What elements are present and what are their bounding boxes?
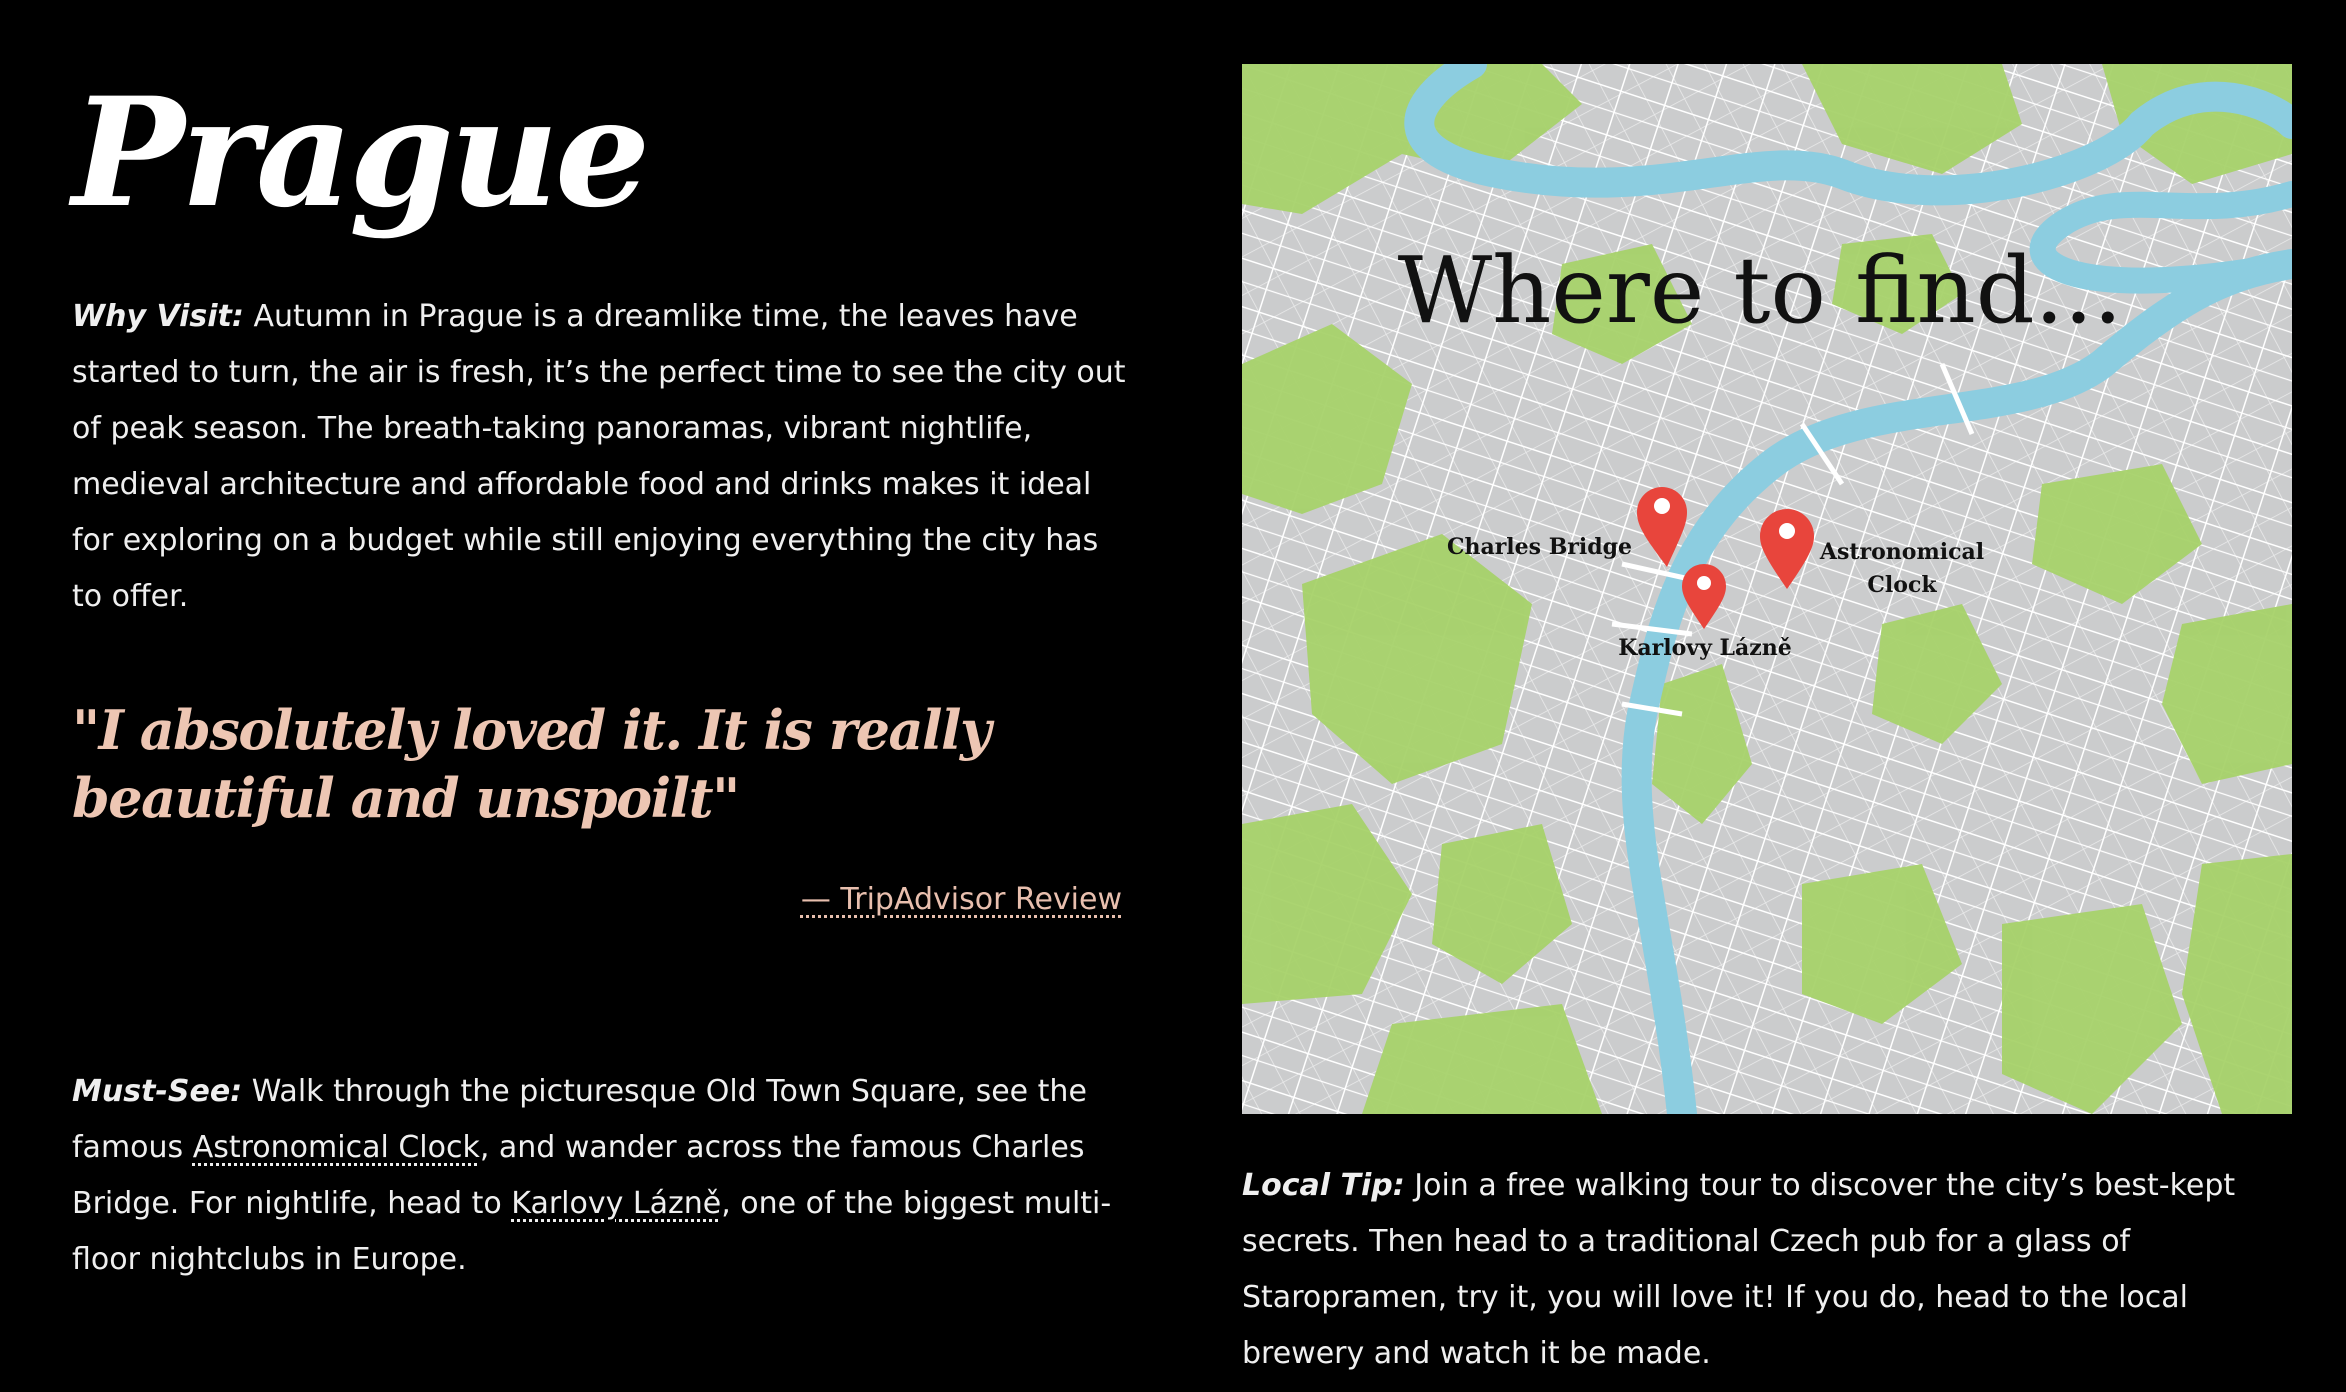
marker-label-astronomical-clock-2: Clock [1867, 572, 1937, 598]
local-tip-text: Join a free walking tour to discover the city’s best-kept secrets. Then head to a traditional Czech pub for a glass of Staropramen, try it, you will love it! If you do, head to the local brewery and watch it be made. [1242, 1168, 2236, 1371]
local-tip-label: Local Tip: [1242, 1168, 1405, 1203]
must-see-text-3: , one of the biggest multi-floor nightclubs in Europe. [72, 1186, 1112, 1277]
page-title: Prague [72, 65, 647, 241]
must-see-paragraph [72, 1064, 1142, 1288]
local-tip-paragraph [1242, 1158, 2312, 1382]
review-quote: "I absolutely loved it. It is really beautiful and unspoilt" [72, 698, 990, 830]
marker-label-karlovy-lazne: Karlovy Lázně [1618, 635, 1792, 661]
review-source-link[interactable]: — TripAdvisor Review [800, 882, 1122, 917]
marker-label-charles-bridge: Charles Bridge [1446, 534, 1632, 560]
must-see-text-1: Walk through the picturesque Old Town Square, see the famous [72, 1074, 1087, 1165]
prague-map [1242, 64, 2292, 1114]
map-graphic [1242, 64, 2292, 1114]
astronomical-clock-link[interactable]: Astronomical Clock [192, 1130, 480, 1165]
must-see-text-2: , and wander across the famous Charles Bridge. For nightlife, head to [72, 1130, 1085, 1221]
why-visit-text: Autumn in Prague is a dreamlike time, the leaves have started to turn, the air is fresh, it’s the perfect time to see the city out of peak season. The breath-taking panoramas, vibrant nightlife, medieval architecture and affordable food and drinks makes it ideal for exploring on a budget while still enjoying everything the city has to offer. [72, 299, 1126, 614]
why-visit-paragraph [72, 289, 1132, 625]
map-heading: Where to find... [1397, 237, 2123, 344]
marker-label-astronomical-clock-1: Astronomical [1819, 539, 1985, 565]
must-see-label: Must-See: [72, 1074, 243, 1109]
karlovy-lazne-link[interactable]: Karlovy Lázně [511, 1186, 722, 1221]
why-visit-label: Why Visit: [72, 299, 244, 334]
